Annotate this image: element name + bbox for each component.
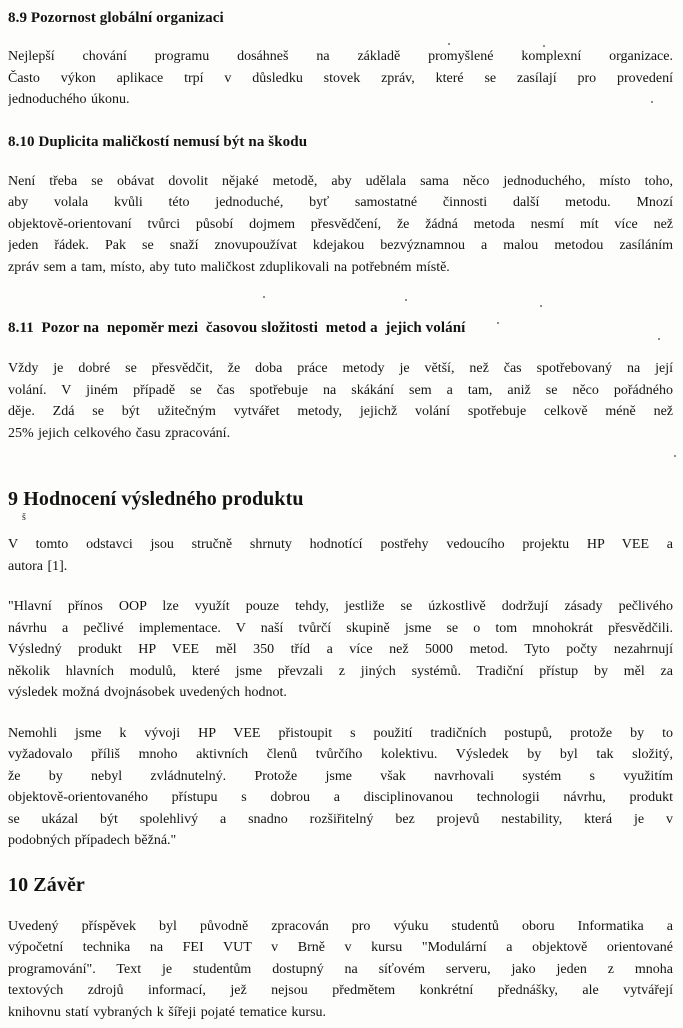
text-line: volání. V jiném případě se čas spotřebuje na skákání sem a tam, aniž se něco pořádného (8, 382, 673, 398)
text-line: textových zdrojů informací, jež nejsou předmětem konkrétní přednášky, ale vytvářejí (8, 983, 673, 998)
noise-dot (658, 338, 660, 340)
text-line: Uvedený příspěvek byl původně zpracován pro výuku studentů oboru Informatika a (8, 918, 673, 934)
text-line: že by nebyl zvládnutelný. Protože jsme však navrhovali systém s využitím (8, 768, 673, 784)
paragraph-quote-2 (8, 723, 673, 852)
section-heading-8-11: 8.11 Pozor na nepoměr mezi časovou složitosti metod a jejich volání (8, 320, 466, 336)
text-line: návrhu a pečlivé implementace. V naší tvůrčí skupině jsme se o tom mnohokrát přesvědčili. (8, 620, 673, 636)
text-line: podobných případech běžná." (8, 833, 177, 848)
text-line: Výsledný produkt HP VEE měl 350 tříd a více než 5000 metod. Tyto počty nezahrnují (8, 642, 673, 657)
scan-artifact: š (22, 512, 26, 523)
text-line: jeden řádek. Pak se snaží znovupoužívat kdejakou bezvýznamnou a malou metodou zasíláním (8, 238, 673, 253)
chapter-heading-10: 10 Závěr (8, 873, 85, 896)
text-line: zpráv sem a tam, místo, aby tuto maličkost zduplikovali na potřebném místě. (8, 259, 450, 275)
noise-dot (448, 43, 450, 45)
text-line: jednoduchého úkonu. (8, 92, 130, 107)
chapter-heading-9: 9 Hodnocení výsledného produktu (8, 488, 304, 510)
noise-dot (263, 296, 265, 298)
text-line: programování". Text je studentům dostupný na síťovém serveru, jako jeden z mnoha (8, 961, 673, 977)
text-line: autora [1]. (8, 558, 68, 574)
text-line: výsledek možná dvojnásobek uvedených hodnot. (8, 685, 287, 700)
text-line: objektově-orientovaného přístupu s dobrou a disciplinovanou technologii návrhu, produkt (8, 790, 673, 805)
text-line: 25% jejich celkového času zpracování. (8, 425, 231, 441)
noise-dot (540, 305, 542, 307)
text-line: Nejlepší chování programu dosáhneš na základě promyšlené komplexní organizace. (8, 49, 673, 64)
text-line: aby volala kvůli této jednoduché, byť samostatné činnosti další metodu. Mnozí (8, 195, 673, 210)
text-line: děje. Zdá se být užitečným vytvářet metody, jejichž volání spotřebuje celkově méně než (8, 404, 673, 419)
text-line: Vždy je dobré se přesvědčit, že doba práce metody je větší, než čas spotřebovaný na její (8, 361, 673, 376)
text-line: výpočetní technika na FEI VUT v Brně v kursu "Modulární a objektově orientované (8, 940, 673, 955)
text-line: knihovnu statí vybraných k šířeji pojaté tematice kursu. (8, 1004, 327, 1020)
paragraph-10 (8, 916, 673, 1024)
text-line: Nemohli jsme k vývoji HP VEE přistoupit s použití tradičních postupů, protože by to (8, 725, 673, 741)
noise-dot (674, 455, 676, 457)
paragraph-9-intro (8, 534, 673, 577)
paragraph-8-10 (8, 171, 673, 279)
paragraph-8-9 (8, 46, 673, 111)
paragraph-quote-1 (8, 596, 673, 704)
text-line: Není třeba se obávat dovolit nějaké metodě, aby udělala sama něco jednoduchého, místo toho, (8, 173, 673, 189)
paragraph-8-11 (8, 358, 673, 444)
text-line: vyžadovalo příliš mnoho aktivních členů tvůrčího kolektivu. Výsledek by byl tak složitý, (8, 747, 673, 762)
text-line: několik hlavních modulů, které jsme převzali z jiných systémů. Tradiční přístup by měl za (8, 663, 673, 679)
noise-dot (405, 299, 407, 301)
text-line: Často výkon aplikace trpí v důsledku stovek zpráv, které se zasílají pro provedení (8, 70, 673, 86)
text-line: "Hlavní přínos OOP lze využít pouze tehdy, jestliže se úzkostlivě dodržují zásady pečlivého (8, 599, 673, 614)
text-line: V tomto odstavci jsou stručně shrnuty hodnotící postřehy vedoucího projektu HP VEE a (8, 537, 673, 552)
text-line: objektově-orientovaní tvůrci působí dojmem přesvědčení, že žádná metoda nesmí mít více než (8, 216, 673, 232)
section-heading-8-10: 8.10 Duplicita maličkostí nemusí být na škodu (8, 133, 308, 150)
text-line: se ukázal být spolehlivý a snadno rozšiřitelný bez projevů nestability, která je v (8, 811, 673, 827)
noise-dot (543, 45, 545, 47)
noise-dot (497, 322, 499, 324)
noise-dot (651, 101, 653, 103)
section-heading-8-9: 8.9 Pozornost globální organizaci (8, 10, 224, 26)
